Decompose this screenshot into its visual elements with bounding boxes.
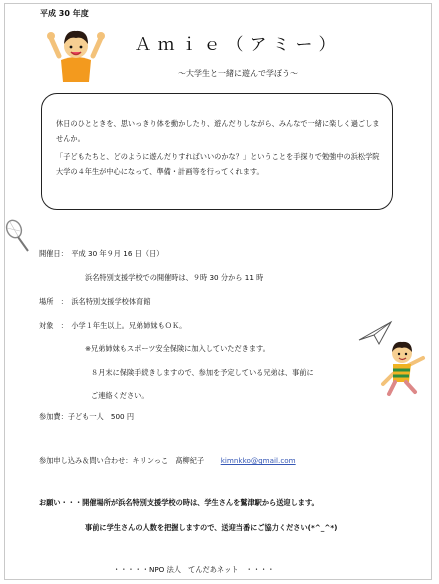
notice-line-1: お願い・・・開催場所が浜名特別支援学校の時は、学生さんを鷲津駅から送迎します。 (39, 498, 319, 507)
event-target: 対象 ： 小学１年生以上。兄弟姉妹もＯＫ。 (39, 321, 187, 330)
notice-line-2: 事前に学生さんの人数を把握しますので、送迎当番にご協力ください(*^_^*) (85, 523, 338, 532)
running-boy-illustration (379, 338, 429, 398)
event-place: 場所 ： 浜名特別支援学校体育館 (39, 297, 151, 306)
event-time: 浜名特別支援学校での開催時は、９時 30 分から 11 時 (85, 273, 264, 282)
intro-box (41, 93, 393, 210)
contact-email-link[interactable]: kimnkko@gmail.com (220, 456, 296, 465)
page-title: Ａｍｉｅ（アミー） (134, 35, 342, 55)
footer-org: ・・・・・NPO 法人 てんだあネット ・・・・ (113, 565, 275, 574)
contact-text: 参加申し込み＆問い合わせ：キリンっこ 髙柳紀子 (39, 456, 205, 465)
page-subtitle: ～大学生と一緒に遊んで学ぼう～ (178, 69, 298, 78)
insurance-note-3: ご連絡ください。 (91, 391, 149, 400)
participation-fee: 参加費：子ども一人 500 円 (39, 412, 135, 421)
flyer-page (4, 3, 432, 580)
intro-paragraph-2: 「子どもたちと、どのように遊んだりすればいいのかな？」ということを手探りで勉強中の浜松学院大学の４年生が中心になって、準備・計画等を行ってくれます。 (56, 152, 380, 176)
racket-illustration (3, 218, 33, 254)
insurance-note-2: ８月末に保険手続きしますので、参加を予定している兄弟は、事前に (91, 368, 314, 377)
contact-line (39, 456, 296, 466)
insurance-note: ※兄弟姉妹もスポーツ安全保険に加入していただきます。 (85, 344, 270, 353)
intro-paragraph-1: 休日のひとときを、思いっきり体を動かしたり、遊んだりしながら、みんなで一緒に楽しく過ごしませんか。 (56, 119, 380, 143)
era-label: 平成 30 年度 (40, 9, 89, 18)
event-date: 開催日： 平成 30 年９月 16 日（日） (39, 249, 164, 258)
